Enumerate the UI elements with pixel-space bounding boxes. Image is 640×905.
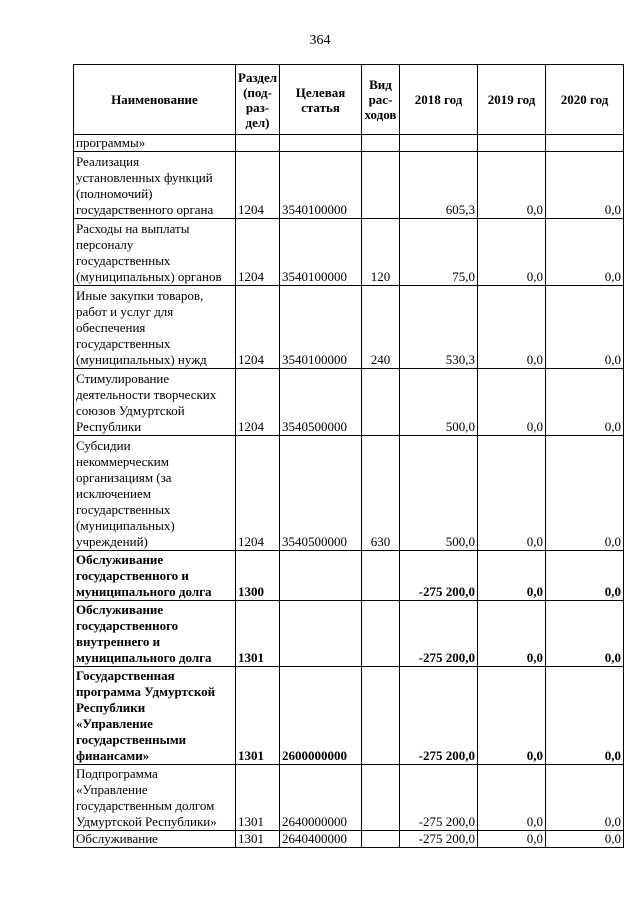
cell-2019: 0,0 (478, 286, 546, 369)
table-row (74, 551, 624, 601)
cell-section: 1204 (236, 436, 280, 551)
cell-2018: -275 200,0 (400, 551, 478, 601)
cell-2019: 0,0 (478, 152, 546, 219)
cell-2020: 0,0 (546, 667, 624, 765)
cell-kind (362, 831, 400, 848)
cell-2020: 0,0 (546, 601, 624, 667)
cell-2019: 0,0 (478, 219, 546, 286)
header-2019: 2019 год (478, 65, 546, 135)
table-row (74, 369, 624, 436)
cell-2020: 0,0 (546, 286, 624, 369)
cell-kind: 240 (362, 286, 400, 369)
cell-section (236, 135, 280, 152)
cell-kind (362, 135, 400, 152)
table-row (74, 152, 624, 219)
cell-name: Подпрограмма «Управление государственным долгом Удмуртской Республики» (74, 765, 236, 831)
cell-section: 1301 (236, 667, 280, 765)
cell-kind (362, 551, 400, 601)
cell-2020: 0,0 (546, 765, 624, 831)
header-2020: 2020 год (546, 65, 624, 135)
cell-name: Реализация установленных функций (полномочий) государственного органа (74, 152, 236, 219)
cell-kind (362, 667, 400, 765)
cell-target: 2600000000 (280, 667, 362, 765)
cell-2018 (400, 135, 478, 152)
cell-2020: 0,0 (546, 436, 624, 551)
cell-2018: -275 200,0 (400, 667, 478, 765)
cell-target: 2640400000 (280, 831, 362, 848)
cell-section: 1204 (236, 369, 280, 436)
page-number: 364 (309, 33, 331, 48)
cell-name: Расходы на выплаты персоналу государственных (муниципальных) органов (74, 219, 236, 286)
cell-2019: 0,0 (478, 667, 546, 765)
cell-section: 1300 (236, 551, 280, 601)
table-body (74, 135, 624, 848)
cell-name: Обслуживание государственного внутреннего и муниципального долга (74, 601, 236, 667)
cell-name: Стимулирование деятельности творческих союзов Удмуртской Республики (74, 369, 236, 436)
cell-target: 3540500000 (280, 436, 362, 551)
cell-kind (362, 601, 400, 667)
cell-section: 1204 (236, 219, 280, 286)
cell-target (280, 135, 362, 152)
budget-table (73, 64, 624, 848)
cell-name: Обслуживание государственного и муниципального долга (74, 551, 236, 601)
cell-kind (362, 369, 400, 436)
cell-name: Иные закупки товаров, работ и услуг для обеспечения государственных (муниципальных) нужд (74, 286, 236, 369)
cell-2020: 0,0 (546, 219, 624, 286)
cell-2019: 0,0 (478, 601, 546, 667)
cell-kind (362, 152, 400, 219)
cell-2018: -275 200,0 (400, 765, 478, 831)
cell-target: 2640000000 (280, 765, 362, 831)
cell-section: 1301 (236, 765, 280, 831)
cell-2020 (546, 135, 624, 152)
cell-name: программы» (74, 135, 236, 152)
cell-2019: 0,0 (478, 831, 546, 848)
header-target: Целевая статья (280, 65, 362, 135)
table-row (74, 667, 624, 765)
cell-2020: 0,0 (546, 369, 624, 436)
cell-name: Обслуживание (74, 831, 236, 848)
header-name: Наименование (74, 65, 236, 135)
table-row (74, 219, 624, 286)
cell-2020: 0,0 (546, 152, 624, 219)
cell-2018: 500,0 (400, 369, 478, 436)
table-row (74, 436, 624, 551)
cell-name: Государственная программа Удмуртской Республики «Управление государственными финансами» (74, 667, 236, 765)
cell-section: 1301 (236, 601, 280, 667)
cell-kind: 120 (362, 219, 400, 286)
cell-2018: 605,3 (400, 152, 478, 219)
header-section: Раздел (под- раз- дел) (236, 65, 280, 135)
cell-2018: -275 200,0 (400, 601, 478, 667)
table-row (74, 765, 624, 831)
cell-kind: 630 (362, 436, 400, 551)
cell-target: 3540500000 (280, 369, 362, 436)
cell-2019: 0,0 (478, 436, 546, 551)
cell-2019: 0,0 (478, 551, 546, 601)
cell-section: 1204 (236, 152, 280, 219)
cell-target (280, 551, 362, 601)
cell-2018: -275 200,0 (400, 831, 478, 848)
cell-2018: 530,3 (400, 286, 478, 369)
cell-kind (362, 765, 400, 831)
header-kind: Вид рас- ходов (362, 65, 400, 135)
cell-2018: 500,0 (400, 436, 478, 551)
cell-target: 3540100000 (280, 219, 362, 286)
cell-target: 3540100000 (280, 286, 362, 369)
cell-2020: 0,0 (546, 831, 624, 848)
table-row (74, 601, 624, 667)
cell-2019 (478, 135, 546, 152)
cell-2019: 0,0 (478, 369, 546, 436)
cell-name: Субсидии некоммерческим организациям (за исключением государственных (муниципальных) учреждений) (74, 436, 236, 551)
cell-2019: 0,0 (478, 765, 546, 831)
cell-2018: 75,0 (400, 219, 478, 286)
cell-target (280, 601, 362, 667)
table-row (74, 831, 624, 848)
table-row (74, 135, 624, 152)
header-row (74, 65, 624, 135)
cell-section: 1204 (236, 286, 280, 369)
cell-target: 3540100000 (280, 152, 362, 219)
table-row (74, 286, 624, 369)
cell-section: 1301 (236, 831, 280, 848)
cell-2020: 0,0 (546, 551, 624, 601)
header-2018: 2018 год (400, 65, 478, 135)
